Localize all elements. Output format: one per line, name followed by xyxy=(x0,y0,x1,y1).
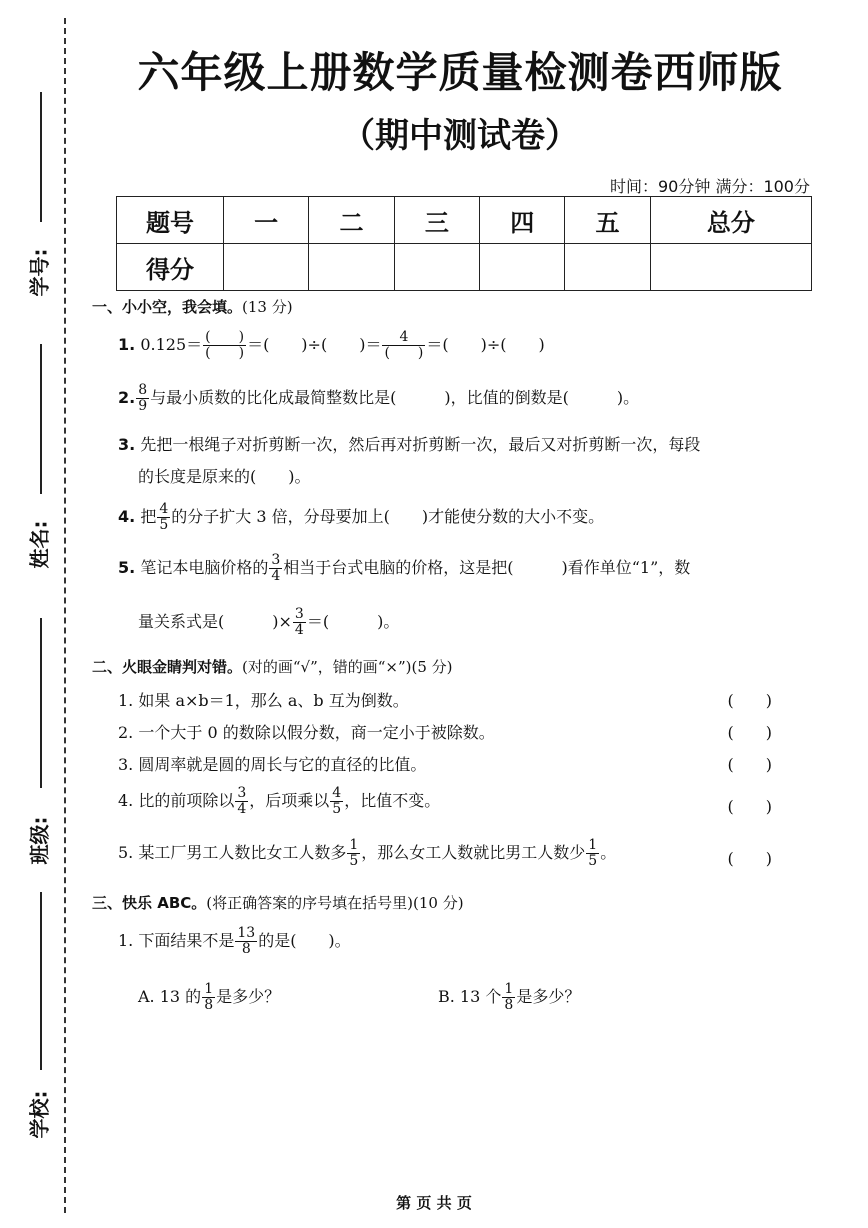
fraction-denominator: 8 xyxy=(504,997,514,1013)
fraction-denominator: 5 xyxy=(349,853,359,869)
question-text: 的是( )。 xyxy=(258,931,351,950)
fraction xyxy=(235,926,257,957)
question-number: 3. xyxy=(118,435,136,454)
fraction-denominator: 5 xyxy=(332,801,342,817)
section3-heading xyxy=(92,892,464,913)
fraction xyxy=(203,330,246,361)
fraction-denominator: 4 xyxy=(271,568,281,584)
page-title: 六年级上册数学质量检测卷西师版 xyxy=(137,48,783,97)
exam-meta: 时间：90分钟 满分：100分 xyxy=(610,177,810,196)
s1-question-5 xyxy=(118,553,690,584)
fraction-numerator: 4 xyxy=(382,330,425,346)
page-subtitle: （期中测试卷） xyxy=(341,116,579,156)
s1-question-3-line2: 的长度是原来的( )。 xyxy=(138,467,311,486)
score-cell-total: 总分 xyxy=(650,197,811,244)
s2-question-5 xyxy=(118,838,616,869)
fraction-denominator: 9 xyxy=(138,398,148,414)
s2-question-3: 3. 圆周率就是圆的周长与它的直径的比值。 xyxy=(118,755,427,774)
s2-question-2: 2. 一个大于 0 的数除以假分数，商一定小于被除数。 xyxy=(118,723,495,742)
section1-title: 一、小小空，我会填。 xyxy=(92,298,243,316)
question-text: 5. 某工厂男工人数比女工人数多 xyxy=(118,843,347,862)
section2-points: (对的画“√”，错的画“×”)(5 分) xyxy=(242,658,453,676)
question-text: ＝( )。 xyxy=(306,612,400,631)
score-table xyxy=(116,196,812,291)
fraction-denominator: 8 xyxy=(241,941,251,957)
score-entry[interactable] xyxy=(309,244,394,291)
s1-question-3 xyxy=(118,432,700,455)
fraction-denominator: 5 xyxy=(588,853,598,869)
fraction-numerator: 8 xyxy=(138,382,148,398)
section1-points: (13 分) xyxy=(242,298,293,316)
page-footer: 第 页 共 页 xyxy=(396,1194,472,1212)
fraction-denominator: 4 xyxy=(294,622,304,638)
answer-paren[interactable]: ( ) xyxy=(727,849,772,868)
option-text: 是多少？ xyxy=(516,987,581,1006)
fraction-numerator: 13 xyxy=(237,925,256,941)
score-row-label: 得分 xyxy=(117,244,224,291)
score-entry[interactable] xyxy=(565,244,650,291)
question-text: 。 xyxy=(600,843,617,862)
score-cell-1: 一 xyxy=(224,197,309,244)
fraction-numerator: 3 xyxy=(237,785,247,801)
s2-question-4 xyxy=(118,786,440,817)
fraction xyxy=(202,982,215,1013)
fraction-numerator: 3 xyxy=(294,606,304,622)
student-id-label: 学号: xyxy=(27,248,52,297)
s3-question-1 xyxy=(118,926,351,957)
score-cell-5: 五 xyxy=(565,197,650,244)
fraction-denominator: 5 xyxy=(159,517,169,533)
fraction xyxy=(136,383,149,414)
score-table-header-row xyxy=(117,197,812,244)
section2-title: 二、火眼金睛判对错。 xyxy=(92,658,243,676)
fraction-denominator: ( ) xyxy=(384,345,424,361)
question-number: 4. xyxy=(118,507,136,526)
section3-points: (将正确答案的序号填在括号里)(10 分) xyxy=(206,894,464,912)
option-text: A. 13 的 xyxy=(138,987,202,1006)
question-text: 把 xyxy=(140,507,157,526)
s2-question-1: 1. 如果 a×b＝1，那么 a、b 互为倒数。 xyxy=(118,691,409,710)
s1-question-4 xyxy=(118,502,604,533)
section3-title: 三、快乐 ABC。 xyxy=(92,894,207,912)
answer-paren[interactable]: ( ) xyxy=(727,691,772,710)
s3-option-a xyxy=(138,982,280,1013)
class-label: 班级: xyxy=(27,816,52,865)
question-text: ，那么女工人数就比男工人数少 xyxy=(361,843,586,862)
score-cell-label: 题号 xyxy=(117,197,224,244)
fraction xyxy=(157,502,170,533)
score-entry[interactable] xyxy=(394,244,479,291)
question-text: ＝( )÷( ) xyxy=(426,335,545,354)
score-entry[interactable] xyxy=(480,244,565,291)
school-line xyxy=(40,892,42,1070)
s3-option-b xyxy=(438,982,580,1013)
question-text: 笔记本电脑价格的 xyxy=(140,558,269,577)
class-line xyxy=(40,618,42,788)
fraction-numerator: 3 xyxy=(271,552,281,568)
fraction xyxy=(269,553,282,584)
cut-line xyxy=(64,18,66,1213)
fraction-denominator: ( ) xyxy=(205,345,245,361)
question-text: 量关系式是( )× xyxy=(138,612,292,631)
school-label: 学校: xyxy=(27,1090,52,1139)
question-text: 相当于台式电脑的价格，这是把( )看作单位“1”，数 xyxy=(283,558,691,577)
question-number: 1. xyxy=(118,335,136,354)
fraction xyxy=(293,607,306,638)
name-line xyxy=(40,344,42,494)
answer-paren[interactable]: ( ) xyxy=(727,723,772,742)
score-table-score-row xyxy=(117,244,812,291)
section2-heading xyxy=(92,656,453,677)
s1-question-1 xyxy=(118,330,545,361)
fraction-denominator: 4 xyxy=(237,801,247,817)
fraction xyxy=(586,838,599,869)
question-text: 0.125＝ xyxy=(140,335,203,354)
score-cell-3: 三 xyxy=(394,197,479,244)
question-text: 1. 下面结果不是 xyxy=(118,931,235,950)
question-text: ，后项乘以 xyxy=(249,791,330,810)
score-cell-4: 四 xyxy=(480,197,565,244)
fraction-numerator: 4 xyxy=(332,785,342,801)
score-entry[interactable] xyxy=(224,244,309,291)
question-text: 的分子扩大 3 倍，分母要加上( )才能使分数的大小不变。 xyxy=(171,507,605,526)
fraction xyxy=(382,330,425,361)
fraction-numerator: ( ) xyxy=(205,329,245,345)
s1-question-2 xyxy=(118,383,639,414)
answer-paren[interactable]: ( ) xyxy=(727,755,772,774)
answer-paren[interactable]: ( ) xyxy=(727,797,772,816)
fraction xyxy=(330,786,343,817)
fraction-numerator: 1 xyxy=(504,981,514,997)
fraction-numerator: 4 xyxy=(159,501,169,517)
student-id-line xyxy=(40,92,42,222)
fraction xyxy=(235,786,248,817)
fraction-numerator: 1 xyxy=(204,981,214,997)
score-entry[interactable] xyxy=(650,244,811,291)
question-text: 先把一根绳子对折剪断一次，然后再对折剪断一次，最后又对折剪断一次，每段 xyxy=(140,435,701,454)
question-text: 与最小质数的比化成最简整数比是( )，比值的倒数是( )。 xyxy=(150,388,640,407)
question-text: 4. 比的前项除以 xyxy=(118,791,235,810)
score-cell-2: 二 xyxy=(309,197,394,244)
option-text: 是多少？ xyxy=(216,987,281,1006)
name-label: 姓名: xyxy=(27,520,52,569)
fraction xyxy=(347,838,360,869)
question-text: ＝( )÷( )＝ xyxy=(247,335,382,354)
question-number: 5. xyxy=(118,558,136,577)
fraction-numerator: 1 xyxy=(588,837,598,853)
fraction xyxy=(502,982,515,1013)
section1-heading xyxy=(92,296,293,317)
option-text: B. 13 个 xyxy=(438,987,502,1006)
fraction-denominator: 8 xyxy=(204,997,214,1013)
s1-question-5-line2 xyxy=(138,607,399,638)
question-text: ，比值不变。 xyxy=(344,791,441,810)
question-number: 2. xyxy=(118,388,136,407)
fraction-numerator: 1 xyxy=(349,837,359,853)
